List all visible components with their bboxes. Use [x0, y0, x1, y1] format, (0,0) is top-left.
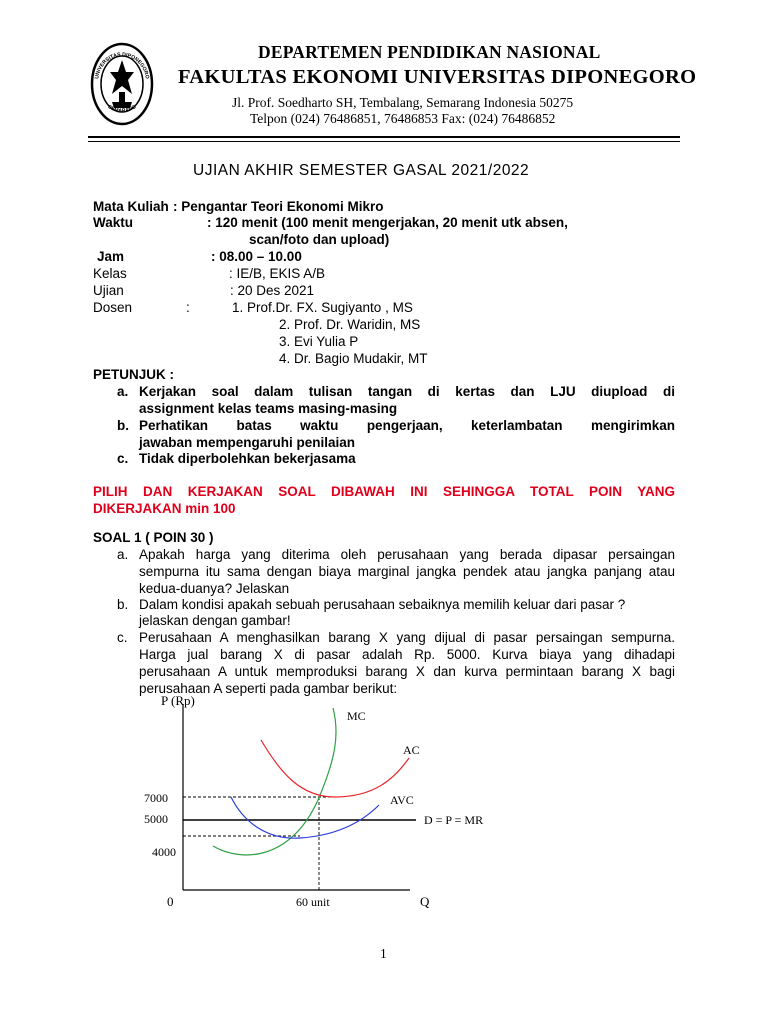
department-name: DEPARTEMEN PENDIDIKAN NASIONAL: [258, 42, 601, 62]
q1-a-line3: kedua-duanya? Jelaskan: [139, 581, 290, 596]
guide-lines: [183, 797, 334, 890]
avc-curve: [231, 797, 379, 838]
instructions-heading: PETUNJUK :: [93, 367, 175, 382]
q1-b-line2: jelaskan dengan gambar!: [139, 613, 291, 628]
instruction-a-line1: Kerjakan soal dalam tulisan tangan di kertas dan LJU diupload di: [139, 384, 675, 399]
ac-label: AC: [403, 743, 420, 757]
page-number: 1: [380, 946, 387, 961]
q1-c-line2: Harga jual barang X di pasar adalah Rp. 5000. Kurva biaya yang dihadapi: [139, 647, 675, 662]
time-label: Waktu: [93, 215, 133, 230]
instruction-marker-b: b.: [117, 418, 129, 433]
time-value-line1: : 120 menit (100 menit mengerjakan, 20 menit utk absen,: [207, 215, 568, 230]
logo-text: UNIVERSITAS DIPONEGORO: [94, 51, 150, 80]
lecturer-1: 1. Prof.Dr. FX. Sugiyanto , MS: [232, 300, 413, 315]
instruction-marker-a: a.: [117, 384, 129, 399]
mc-curve: [213, 708, 336, 855]
phone-line: Telpon (024) 76486851, 76486853 Fax: (024) 76486852: [250, 111, 556, 126]
y-tick-7000: 7000: [144, 791, 168, 805]
q1-marker-b: b.: [117, 597, 129, 612]
hour-value: : 08.00 – 10.00: [211, 249, 302, 264]
instruction-b-line2: jawaban mempengaruhi penilaian: [139, 435, 356, 450]
notice-line1: PILIH DAN KERJAKAN SOAL DIBAWAH INI SEHINGGA TOTAL POIN YANG: [93, 484, 675, 499]
time-value-line2: scan/foto dan upload): [249, 232, 390, 247]
q1-a-line1: Apakah harga yang diterima oleh perusahaan yang berada dipasar persaingan: [139, 547, 675, 562]
instruction-c-line1: Tidak diperbolehkan bekerjasama: [139, 451, 356, 466]
q1-marker-c: c.: [117, 630, 128, 645]
x-tick-60-unit: 60 unit: [296, 895, 330, 909]
instruction-marker-c: c.: [117, 451, 129, 466]
exam-date-value: : 20 Des 2021: [230, 283, 315, 298]
q1-a-line2: sempurna itu sama dengan biaya marginal jangka pendek atau jangka panjang atau: [139, 564, 675, 579]
lecturer-3: 3. Evi Yulia P: [279, 334, 359, 349]
hour-label: Jam: [97, 249, 125, 264]
x-axis-label: Q: [420, 894, 430, 909]
origin-label: 0: [167, 894, 174, 909]
faculty-name: FAKULTAS EKONOMI UNIVERSITAS DIPONEGORO: [178, 66, 697, 88]
course-label: Mata Kuliah: [93, 199, 169, 214]
q1-c-line4: perusahaan A seperti pada gambar berikut:: [139, 681, 398, 696]
course-value: : Pengantar Teori Ekonomi Mikro: [173, 199, 384, 214]
q1-c-line1: Perusahaan A menghasilkan barang X yang dijual di pasar persaingan sempurna.: [139, 630, 675, 645]
lecturer-2: 2. Prof. Dr. Waridin, MS: [279, 317, 421, 332]
q1-b-line1: Dalam kondisi apakah sebuah perusahaan sebaiknya memilih keluar dari pasar ?: [139, 597, 626, 612]
notice-line2: DIKERJAKAN min 100: [93, 501, 236, 516]
exam-title: UJIAN AKHIR SEMESTER GASAL 2021/2022: [193, 162, 530, 179]
lecturer-label: Dosen: [93, 300, 133, 315]
y-axis-label: P (Rp): [161, 693, 195, 708]
y-tick-4000: 4000: [152, 845, 176, 859]
question-1-heading: SOAL 1 ( POIN 30 ): [93, 530, 214, 545]
y-tick-5000: 5000: [144, 812, 168, 826]
axes: [183, 704, 410, 890]
address-line: Jl. Prof. Soedharto SH, Tembalang, Semarang Indonesia 50275: [232, 95, 574, 110]
mc-label: MC: [347, 709, 366, 723]
logo-city: SEMARANG: [106, 104, 138, 115]
demand-label: D = P = MR: [424, 813, 484, 827]
class-value: : IE/B, EKIS A/B: [229, 266, 326, 281]
avc-label: AVC: [390, 793, 414, 807]
lecturer-colon: :: [186, 300, 190, 315]
q1-c-line3: perusahaan A untuk memproduksi barang X dan kurva permintaan barang X bagi: [139, 664, 675, 679]
instruction-b-line1: Perhatikan batas waktu pengerjaan, keterlambatan mengirimkan: [139, 418, 675, 433]
lecturer-4: 4. Dr. Bagio Mudakir, MT: [279, 351, 428, 366]
exam-date-label: Ujian: [93, 283, 124, 298]
instruction-a-line2: assignment kelas teams masing-masing: [139, 401, 398, 416]
class-label: Kelas: [93, 266, 127, 281]
q1-marker-a: a.: [117, 547, 129, 562]
